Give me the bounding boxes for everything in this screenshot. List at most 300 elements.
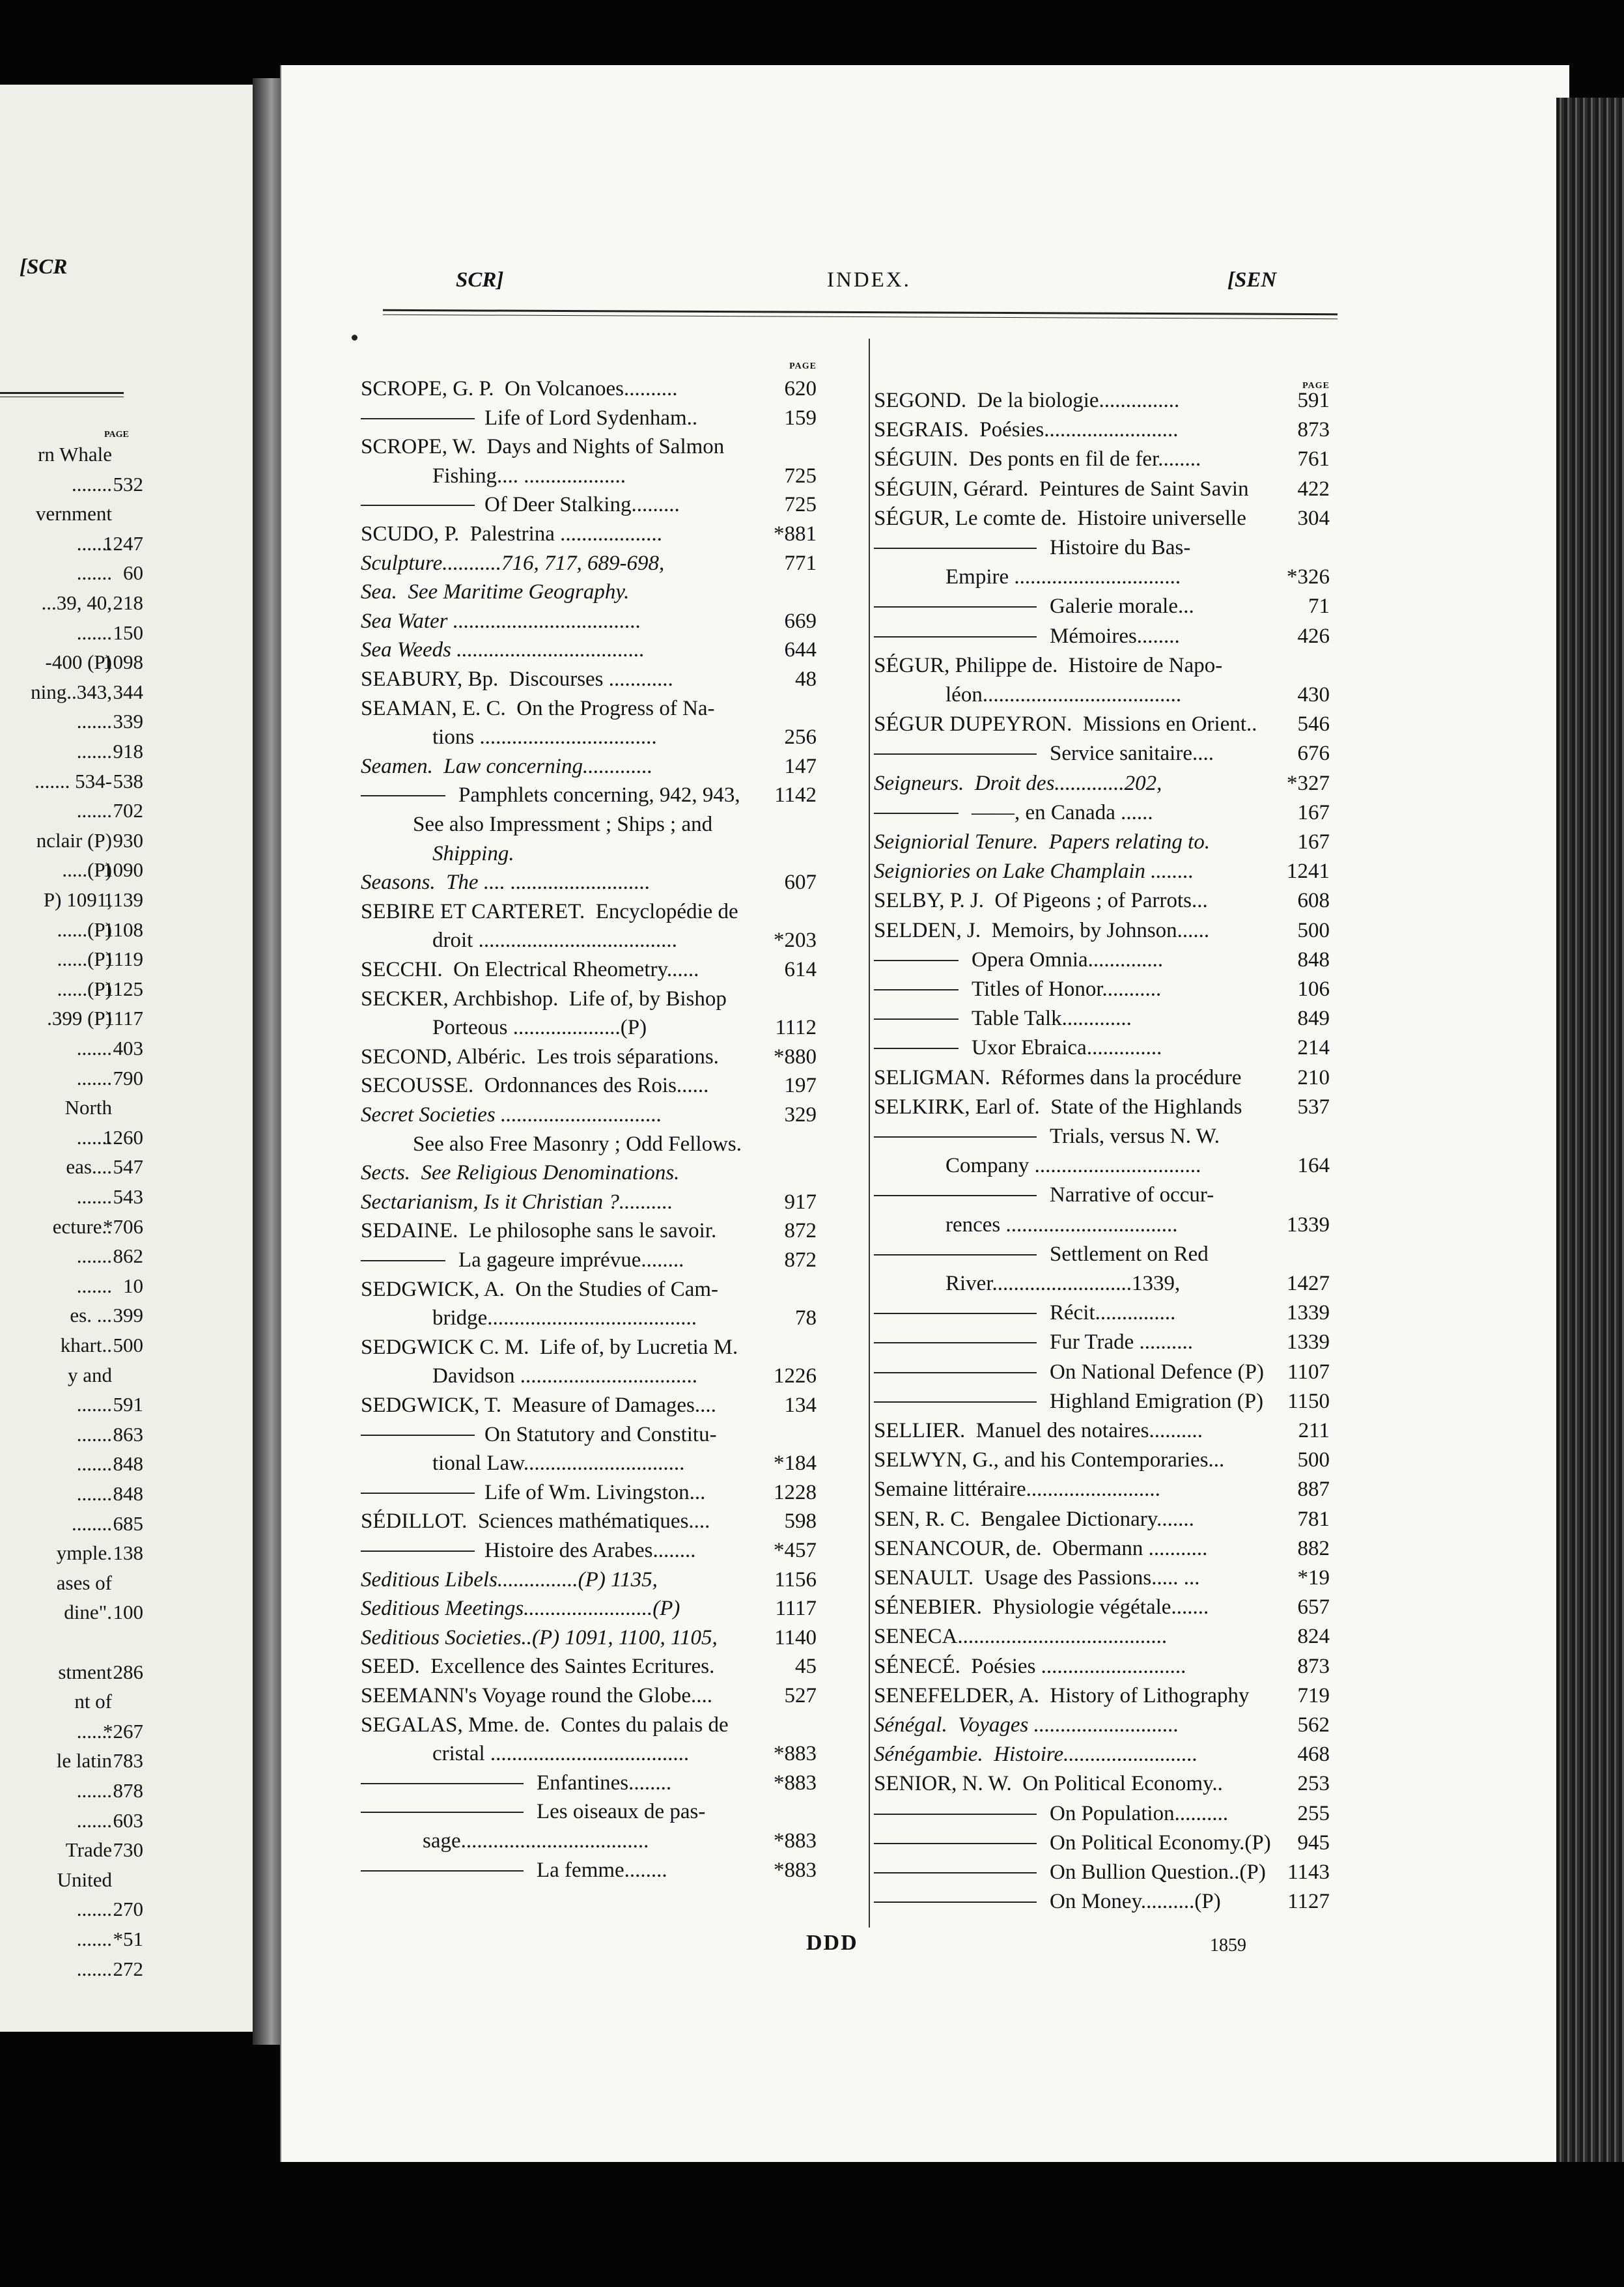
entry-text: SEAMAN, E. C. On the Progress of Na- xyxy=(361,696,715,720)
facing-entry-page-number: 1098 xyxy=(103,651,143,674)
facing-entry-page-number: 344 xyxy=(113,680,143,703)
index-entry xyxy=(874,1446,1330,1474)
entry-text: Davidson ................................. xyxy=(432,1364,697,1388)
entry-page-number: 725 xyxy=(784,464,817,488)
index-entry xyxy=(361,1391,817,1420)
facing-entry-page-number: 532 xyxy=(113,472,143,496)
entry-text: Life of Wm. Livingston... xyxy=(484,1480,706,1504)
entry-text: droit ..................................... xyxy=(432,929,677,953)
index-entry xyxy=(874,1211,1330,1239)
index-entry xyxy=(361,1652,817,1681)
facing-entry-page-number: 1119 xyxy=(104,947,143,971)
ditto-rule xyxy=(874,1901,1037,1903)
running-head-left: SCR] xyxy=(456,268,504,292)
entry-page-number: 78 xyxy=(795,1306,817,1330)
facing-entry-text: eas.... xyxy=(66,1155,112,1179)
index-entry xyxy=(874,1799,1330,1828)
entry-text: SEDGWICK, T. Measure of Damages.... xyxy=(361,1394,716,1417)
facing-entry-page-number: 878 xyxy=(113,1779,143,1802)
facing-entry-text: ........ xyxy=(72,472,112,496)
facing-entry-text: nclair (P) xyxy=(36,828,112,852)
entry-text: SEABURY, Bp. Discourses ............ xyxy=(361,667,673,691)
facing-entry-text: ....... xyxy=(76,621,112,644)
ditto-rule xyxy=(874,1814,1037,1815)
entry-text: SÉDILLOT. Sciences mathématiques.... xyxy=(361,1509,710,1534)
facing-entry-text: ases of xyxy=(56,1571,112,1594)
entry-page-number: 167 xyxy=(1297,800,1330,824)
index-entry xyxy=(874,1033,1330,1062)
index-entry xyxy=(361,1711,817,1739)
entry-text: Les oiseaux de pas- xyxy=(537,1800,706,1824)
entry-page-number: 849 xyxy=(1297,1007,1330,1031)
index-entry xyxy=(361,1333,817,1362)
entry-page-number: 106 xyxy=(1297,977,1330,1001)
index-entry xyxy=(874,1358,1330,1386)
facing-page-entries xyxy=(0,442,150,2004)
facing-entry-page-number: 543 xyxy=(113,1185,143,1208)
entry-page-number: 562 xyxy=(1297,1713,1330,1737)
index-entry xyxy=(361,1420,817,1449)
entry-text: Life of Lord Sydenham.. xyxy=(484,406,698,430)
index-column-left xyxy=(361,361,817,1950)
entry-text: On Population.......... xyxy=(1050,1801,1229,1825)
entry-text: SELDEN, J. Memoirs, by Johnson...... xyxy=(874,918,1210,942)
ditto-rule xyxy=(874,960,959,961)
entry-text: léon..................................... xyxy=(945,683,1182,707)
index-entry xyxy=(874,1240,1330,1269)
facing-entry-page-number: 500 xyxy=(113,1334,143,1356)
facing-entry-page-number: 702 xyxy=(113,799,143,822)
facing-entry-text: rn Whale xyxy=(38,443,112,466)
index-entry xyxy=(361,520,817,548)
entry-page-number: *19 xyxy=(1297,1566,1330,1590)
ditto-rule xyxy=(874,548,1037,549)
entry-text: Settlement on Red xyxy=(1050,1242,1209,1266)
ditto-rule xyxy=(874,1372,1037,1373)
entry-text: Sénégambie. Histoire......................... xyxy=(874,1743,1198,1767)
entry-page-number: 197 xyxy=(784,1074,817,1098)
entry-text: Histoire des Arabes........ xyxy=(484,1539,696,1562)
entry-text: Seamen. Law concerning............. xyxy=(361,754,653,778)
index-entry xyxy=(361,1013,817,1042)
facing-entry-page-number: 685 xyxy=(113,1511,143,1535)
facing-entry-text: khart.. xyxy=(60,1334,112,1356)
entry-text: Seigniories on Lake Champlain ........ xyxy=(874,860,1194,884)
ditto-rule xyxy=(874,1843,1037,1844)
entry-page-number: 256 xyxy=(784,725,817,750)
entry-text: SÉGUR, Philippe de. Histoire de Napo- xyxy=(874,653,1223,677)
entry-page-number: 1150 xyxy=(1287,1389,1330,1413)
facing-page-running-head: [SCR xyxy=(20,255,68,279)
index-entry xyxy=(361,926,817,955)
index-entry xyxy=(361,694,817,723)
entry-page-number: *184 xyxy=(774,1452,817,1476)
index-entry xyxy=(874,1829,1330,1857)
entry-page-number: 210 xyxy=(1297,1065,1330,1089)
index-entry xyxy=(361,1275,817,1304)
entry-page-number: 1140 xyxy=(774,1625,817,1649)
entry-text: On Statutory and Constitu- xyxy=(484,1422,717,1446)
facing-entry-page-number: 591 xyxy=(113,1393,143,1416)
entry-page-number: 253 xyxy=(1297,1772,1330,1796)
entry-text: SEGRAIS. Poésies......................... xyxy=(874,418,1179,442)
ditto-rule xyxy=(874,606,1037,608)
entry-page-number: 781 xyxy=(1297,1507,1330,1531)
index-entry xyxy=(874,533,1330,562)
entry-page-number: 1143 xyxy=(1287,1860,1330,1884)
entry-text: SENECA....................................... xyxy=(874,1625,1168,1649)
index-entry xyxy=(874,1505,1330,1534)
entry-text: SEDGWICK, A. On the Studies of Cam- xyxy=(361,1277,719,1301)
entry-page-number: 1226 xyxy=(774,1364,817,1388)
facing-entry-text: ....... xyxy=(76,1779,112,1802)
entry-page-number: 147 xyxy=(784,754,817,778)
entry-text: SEGOND. De la biologie............... xyxy=(874,389,1180,412)
entry-text: Seigneurs. Droit des.............202, xyxy=(874,771,1162,795)
entry-text: Enfantines........ xyxy=(537,1771,672,1795)
entry-text: See also Free Masonry ; Odd Fellows. xyxy=(413,1132,742,1156)
entry-page-number: *326 xyxy=(1287,565,1330,589)
entry-text: SENIOR, N. W. On Political Economy.. xyxy=(874,1772,1223,1796)
facing-entry-page-number: 1260 xyxy=(103,1125,143,1149)
index-entry xyxy=(874,1740,1330,1769)
facing-entry-text: ....... xyxy=(76,710,112,733)
entry-page-number: 134 xyxy=(784,1394,817,1417)
ditto-rule xyxy=(874,636,1037,638)
index-entry xyxy=(874,1622,1330,1651)
entry-text: Sects. See Religious Denominations. xyxy=(361,1161,680,1185)
index-entry xyxy=(361,1594,817,1623)
facing-entry-text: ....... xyxy=(76,531,112,555)
ditto-rule xyxy=(361,505,475,506)
facing-entry-page-number: 1090 xyxy=(103,858,143,882)
entry-text: Galerie morale... xyxy=(1050,595,1194,619)
ditto-rule xyxy=(874,1401,1037,1403)
index-entry xyxy=(361,1827,817,1855)
entry-page-number: *883 xyxy=(774,1742,817,1766)
facing-entry-text: ....... xyxy=(76,561,112,585)
entry-text: Mémoires........ xyxy=(1050,624,1180,648)
entry-page-number: 1117 xyxy=(775,1597,817,1621)
ditto-rule xyxy=(361,1260,445,1261)
signature-mark: DDD xyxy=(806,1931,858,1955)
facing-entry-page-number: *267 xyxy=(103,1719,143,1743)
entry-page-number: 1339 xyxy=(1287,1301,1330,1325)
entry-text: SÉNEBIER. Physiologie végétale....... xyxy=(874,1595,1209,1620)
ditto-rule xyxy=(874,813,959,814)
entry-text: On National Defence (P) xyxy=(1050,1360,1264,1384)
index-entry xyxy=(874,680,1330,709)
facing-entry-text: ....... xyxy=(76,1244,112,1268)
facing-entry-page-number: 100 xyxy=(113,1601,143,1624)
index-entry xyxy=(874,1858,1330,1887)
entry-text: Secret Societies .............................. xyxy=(361,1103,662,1127)
entry-text: Opera Omnia.............. xyxy=(972,947,1164,972)
facing-entry-text: ....... 534- xyxy=(35,769,112,793)
facing-page-head-rule xyxy=(0,392,124,397)
index-entry xyxy=(874,1328,1330,1356)
entry-text: SÉGUR, Le comte de. Histoire universelle xyxy=(874,506,1246,530)
entry-page-number: *883 xyxy=(774,1858,817,1882)
facing-entry-text: North xyxy=(64,1096,112,1119)
ditto-rule xyxy=(874,1195,1037,1196)
entry-page-number: 1339 xyxy=(1287,1213,1330,1237)
entry-text: SEN, R. C. Bengalee Dictionary....... xyxy=(874,1507,1194,1531)
facing-entry-text: ....... xyxy=(76,1125,112,1149)
index-entry xyxy=(361,1158,817,1187)
index-entry xyxy=(361,549,817,578)
running-head-right: [SEN xyxy=(1227,268,1277,292)
entry-text: Service sanitaire.... xyxy=(1050,742,1214,766)
facing-entry-page-number: 272 xyxy=(113,1957,143,1980)
entry-text: Table Talk............. xyxy=(972,1007,1132,1031)
entry-text: SELKIRK, Earl of. State of the Highlands xyxy=(874,1095,1242,1119)
ditto-rule xyxy=(874,1254,1037,1256)
facing-entry-page-number: 918 xyxy=(113,740,143,763)
facing-entry-page-number: *706 xyxy=(103,1214,143,1238)
entry-page-number: 614 xyxy=(784,958,817,981)
entry-text: Uxor Ebraica.............. xyxy=(972,1036,1162,1060)
index-entry xyxy=(874,916,1330,945)
entry-text: Seditious Societies..(P) 1091, 1100, 1105, xyxy=(361,1625,718,1649)
facing-entry-text: ning..343, xyxy=(31,680,112,703)
facing-entry-text: United xyxy=(57,1868,112,1891)
index-entry xyxy=(361,1449,817,1478)
facing-entry-text: ...39, 40, xyxy=(41,591,112,614)
index-entry xyxy=(874,1564,1330,1592)
facing-entry-page-number: 138 xyxy=(113,1541,143,1565)
index-entry xyxy=(361,1304,817,1332)
facing-entry-text: ....... xyxy=(76,1452,112,1476)
index-entry xyxy=(874,1652,1330,1681)
facing-entry-page-number: 1139 xyxy=(104,888,143,911)
entry-text: Fishing.... ................... xyxy=(432,464,626,488)
index-entry xyxy=(874,1122,1330,1151)
entry-text: Sea. See Maritime Geography. xyxy=(361,580,630,604)
index-entry xyxy=(361,636,817,664)
facing-entry-page-number: 862 xyxy=(113,1244,143,1268)
ink-dot xyxy=(352,335,357,341)
entry-page-number: 255 xyxy=(1297,1801,1330,1825)
entry-text: La gageure imprévue........ xyxy=(458,1248,684,1272)
facing-entry-page-number: 270 xyxy=(113,1898,143,1921)
entry-text: SELIGMAN. Réformes dans la procédure xyxy=(874,1065,1242,1089)
index-entry xyxy=(361,985,817,1013)
entry-text: Empire ............................... xyxy=(945,565,1181,589)
entry-text: SENANCOUR, de. Obermann ........... xyxy=(874,1536,1208,1560)
entry-page-number: 1107 xyxy=(1287,1360,1330,1384)
facing-entry-text: .....(P) xyxy=(62,858,112,882)
facing-entry-text: ....... xyxy=(76,1957,112,1980)
facing-entry-text: Trade xyxy=(65,1838,112,1862)
entry-page-number: 159 xyxy=(784,406,817,430)
entry-text: Sea Weeds ................................... xyxy=(361,638,645,662)
entry-page-number: 214 xyxy=(1297,1036,1330,1060)
entry-text: On Money..........(P) xyxy=(1050,1890,1221,1914)
entry-page-number: 669 xyxy=(784,609,817,633)
index-entry xyxy=(874,622,1330,651)
facing-entry-text: dine". xyxy=(64,1601,112,1624)
index-entry xyxy=(361,1769,817,1797)
entry-text: Porteous ....................(P) xyxy=(432,1016,647,1040)
index-entry xyxy=(361,1681,817,1710)
facing-entry-text: le latin xyxy=(56,1749,112,1773)
index-entry xyxy=(361,781,817,809)
entry-text: SECCHI. On Electrical Rheometry...... xyxy=(361,958,699,981)
facing-entry-page-number: 790 xyxy=(113,1066,143,1089)
index-entry xyxy=(361,1507,817,1536)
index-entry xyxy=(361,404,817,432)
entry-text: rences ................................ xyxy=(945,1213,1178,1237)
entry-page-number: 873 xyxy=(1297,418,1330,442)
index-entry xyxy=(874,1887,1330,1916)
entry-text: bridge....................................... xyxy=(432,1306,697,1330)
index-entry xyxy=(361,752,817,781)
entry-text: Seigniorial Tenure. Papers relating to. xyxy=(874,830,1211,854)
entry-text: Highland Emigration (P) xyxy=(1050,1389,1264,1413)
index-entry xyxy=(361,607,817,636)
facing-entry-text: ........ xyxy=(72,1511,112,1535)
facing-entry-page-number: 339 xyxy=(113,710,143,733)
entry-text: SENEFELDER, A. History of Lithography xyxy=(874,1683,1250,1707)
entry-text: sage................................... xyxy=(423,1829,649,1853)
index-entry xyxy=(874,1416,1330,1445)
index-entry xyxy=(361,1623,817,1652)
entry-page-number: 1339 xyxy=(1287,1330,1330,1354)
entry-text: Fur Trade .......... xyxy=(1050,1330,1194,1354)
entry-page-number: 725 xyxy=(784,493,817,517)
entry-text: Histoire du Bas- xyxy=(1050,536,1191,559)
index-entry xyxy=(874,886,1330,915)
index-entry xyxy=(874,1004,1330,1033)
entry-page-number: 1112 xyxy=(775,1016,817,1040)
entry-text: Titles of Honor........... xyxy=(972,977,1162,1001)
facing-entry-text: ....... xyxy=(76,740,112,763)
ditto-rule xyxy=(874,753,1037,755)
index-entry xyxy=(874,1063,1330,1092)
entry-text: Seditious Meetings........................(P) xyxy=(361,1597,680,1621)
facing-entry-page-number: 603 xyxy=(113,1808,143,1832)
index-entry xyxy=(874,1151,1330,1180)
index-entry xyxy=(874,1387,1330,1416)
facing-entry-text: -400 (P) xyxy=(45,651,112,674)
entry-page-number: 1241 xyxy=(1287,860,1330,884)
entry-text: On Political Economy.(P) xyxy=(1050,1831,1271,1855)
facing-entry-page-number: 286 xyxy=(113,1660,143,1683)
facing-entry-page-number: 1125 xyxy=(104,977,143,1000)
facing-entry-page-number: *51 xyxy=(113,1928,143,1950)
entry-page-number: *880 xyxy=(774,1045,817,1069)
index-entry xyxy=(361,1216,817,1245)
facing-entry-text: ....... xyxy=(76,1185,112,1208)
facing-entry-text: y and xyxy=(67,1363,112,1386)
index-entry xyxy=(361,432,817,461)
index-entry xyxy=(874,1181,1330,1209)
ditto-rule xyxy=(874,989,959,990)
facing-entry-text: ....... xyxy=(76,1037,112,1059)
entry-page-number: 426 xyxy=(1297,624,1330,648)
entry-text: SÉNECÉ. Poésies ........................... xyxy=(874,1654,1186,1678)
facing-entry-page-number: 863 xyxy=(113,1422,143,1446)
index-entry xyxy=(361,1071,817,1100)
facing-entry-text: vernment xyxy=(35,502,112,526)
index-entry xyxy=(874,1534,1330,1563)
entry-text: SÉGUIN. Des ponts en fil de fer........ xyxy=(874,447,1201,471)
entry-text: Sectarianism, Is it Christian ?.......... xyxy=(361,1190,673,1214)
entry-page-number: 537 xyxy=(1297,1095,1330,1119)
entry-text: SEED. Excellence des Saintes Ecritures. xyxy=(361,1655,715,1679)
entry-text: SECOUSSE. Ordonnances des Rois...... xyxy=(361,1074,709,1098)
entry-page-number: *881 xyxy=(774,522,817,546)
entry-text: SELBY, P. J. Of Pigeons ; of Parrots... xyxy=(874,889,1208,913)
facing-entry-page-number: 1108 xyxy=(104,918,143,941)
entry-text: Company ............................... xyxy=(945,1154,1201,1178)
entry-text: SCROPE, G. P. On Volcanoes.......... xyxy=(361,377,678,400)
index-entry xyxy=(361,665,817,694)
facing-entry-page-number: 10 xyxy=(123,1274,143,1297)
entry-page-number: 422 xyxy=(1297,477,1330,501)
index-entry xyxy=(361,1565,817,1594)
entry-text: Semaine littéraire......................... xyxy=(874,1478,1160,1502)
index-entry xyxy=(361,1739,817,1768)
index-entry xyxy=(361,868,817,897)
index-entry xyxy=(361,1246,817,1274)
ditto-rule xyxy=(361,1435,475,1436)
entry-page-number: 771 xyxy=(784,551,817,575)
facing-entry-text: ....... xyxy=(76,1422,112,1446)
entry-page-number: 329 xyxy=(784,1103,817,1127)
entry-page-number: 945 xyxy=(1297,1831,1330,1855)
facing-entry-text: ....... xyxy=(76,1066,112,1089)
facing-entry-page-number: 1247 xyxy=(103,531,143,555)
entry-text: SCUDO, P. Palestrina ................... xyxy=(361,522,662,546)
entry-page-number: 1427 xyxy=(1287,1272,1330,1295)
facing-entry-page-number: 150 xyxy=(113,621,143,644)
column-divider xyxy=(869,339,870,1928)
entry-page-number: 882 xyxy=(1297,1536,1330,1560)
facing-entry-text: ....... xyxy=(76,1928,112,1950)
facing-entry-text: stment xyxy=(58,1660,112,1683)
entry-text: SEDGWICK C. M. Life of, by Lucretia M. xyxy=(361,1335,738,1359)
index-entry xyxy=(874,415,1330,444)
entry-text: Of Deer Stalking......... xyxy=(484,493,680,517)
entry-text: SELLIER. Manuel des notaires.......... xyxy=(874,1419,1203,1442)
print-year: 1859 xyxy=(1210,1935,1246,1956)
ditto-rule xyxy=(874,1018,959,1020)
index-entry xyxy=(361,955,817,984)
entry-page-number: 546 xyxy=(1297,712,1330,737)
facing-entry-text: ....... xyxy=(76,1482,112,1505)
facing-entry-page-number: 60 xyxy=(123,561,143,585)
entry-page-number: 430 xyxy=(1297,683,1330,707)
entry-page-number: 591 xyxy=(1297,389,1330,412)
entry-text: SEGALAS, Mme. de. Contes du palais de xyxy=(361,1713,729,1737)
entry-page-number: 873 xyxy=(1297,1654,1330,1678)
entry-text: SEBIRE ET CARTERET. Encyclopédie de xyxy=(361,899,738,923)
entry-page-number: 872 xyxy=(784,1219,817,1243)
ditto-rule xyxy=(874,1872,1037,1873)
index-column-right xyxy=(874,361,1330,1950)
facing-entry-text: ....... xyxy=(76,1274,112,1297)
entry-text: SEDAINE. Le philosophe sans le savoir. xyxy=(361,1219,717,1243)
facing-entry-text: .399 (P) xyxy=(47,1007,112,1030)
entry-page-number: *457 xyxy=(774,1539,817,1562)
entry-page-number: 1127 xyxy=(1287,1890,1330,1914)
entry-page-number: *883 xyxy=(774,1771,817,1795)
index-entry xyxy=(361,1101,817,1129)
entry-text: SCROPE, W. Days and Nights of Salmon xyxy=(361,435,725,459)
ditto-rule xyxy=(361,1783,524,1784)
